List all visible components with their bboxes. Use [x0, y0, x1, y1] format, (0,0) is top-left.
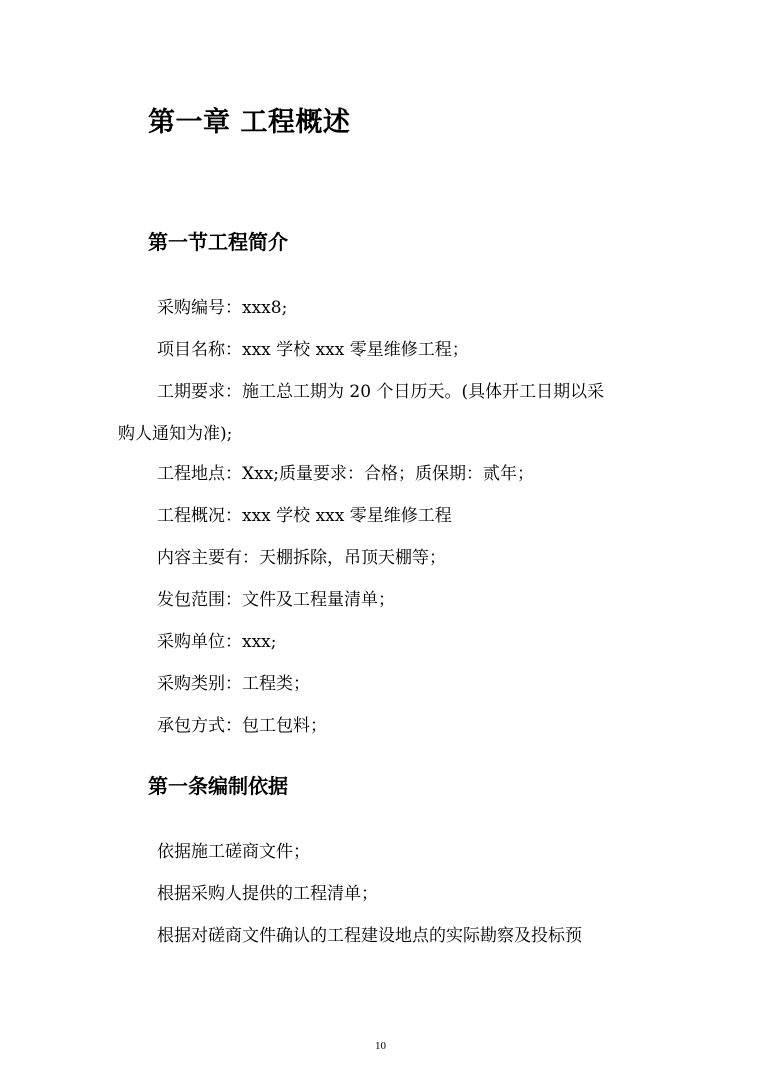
chapter-title: 第一章 工程概述 [148, 107, 351, 138]
paragraph-procurement-category: 采购类别：工程类； [157, 674, 310, 694]
page-number: 10 [375, 1040, 386, 1052]
paragraph-schedule-continuation: 购人通知为准); [118, 424, 233, 444]
paragraph-basis-2: 根据采购人提供的工程清单； [157, 884, 378, 904]
paragraph-project-name: 项目名称：xxx 学校 xxx 零星维修工程； [157, 340, 469, 360]
section-title-project-intro: 第一节工程简介 [148, 230, 288, 254]
paragraph-schedule-requirement: 工期要求：施工总工期为 20 个日历天。(具体开工日期以采 [157, 382, 605, 402]
paragraph-basis-3: 根据对磋商文件确认的工程建设地点的实际勘察及投标预 [157, 926, 582, 946]
paragraph-procurement-unit: 采购单位：xxx; [157, 632, 277, 652]
paragraph-procurement-number: 采购编号：xxx8; [157, 298, 288, 318]
paragraph-contract-method: 承包方式：包工包料； [157, 716, 327, 736]
paragraph-basis-1: 依据施工磋商文件； [157, 842, 310, 862]
paragraph-project-overview: 工程概况：xxx 学校 xxx 零星维修工程 [157, 506, 452, 526]
paragraph-project-location: 工程地点：Xxx;质量要求：合格；质保期：贰年； [157, 464, 535, 484]
paragraph-contract-scope: 发包范围：文件及工程量清单； [157, 590, 395, 610]
section-title-basis: 第一条编制依据 [148, 774, 288, 798]
paragraph-main-content: 内容主要有：天棚拆除，吊顶天棚等； [157, 548, 446, 568]
